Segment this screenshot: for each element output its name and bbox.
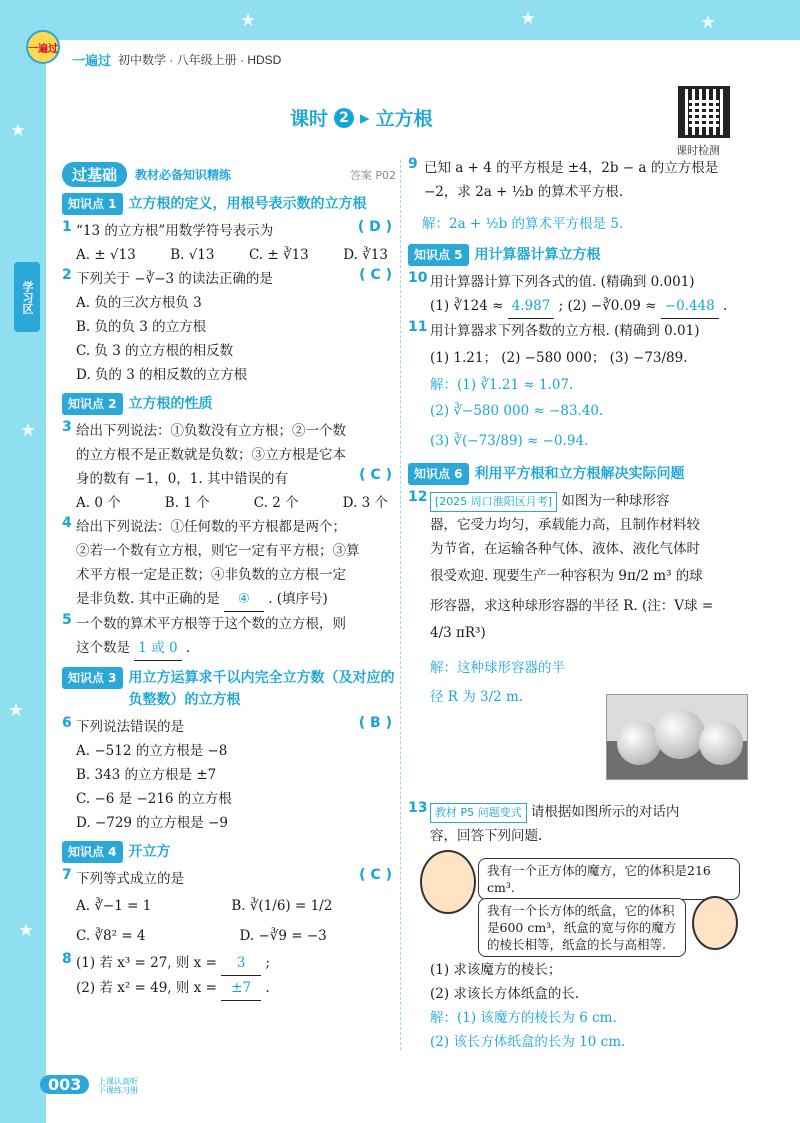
knowledge-point-3	[62, 667, 396, 711]
kp-title: 开立方	[128, 844, 171, 860]
option: D. −∛9 = −3	[239, 928, 327, 944]
fill-blank[interactable]: 3	[221, 951, 261, 976]
kp-title: 用计算器计算立方根	[474, 247, 601, 263]
text: .	[723, 298, 728, 314]
answer-choice: ( C )	[359, 867, 392, 883]
option: B. 343 的立方根是 ±7	[76, 767, 217, 783]
question-stem: 下列等式成立的是	[76, 871, 184, 887]
solution: 径 R 为 3/2 m.	[430, 689, 524, 705]
options-row	[62, 491, 396, 515]
question-line: (1) 求该魔方的棱长；	[430, 962, 562, 978]
solution: (2) ∛−580 000 ≈ −83.40.	[430, 403, 604, 419]
qr-code-icon[interactable]	[678, 86, 730, 138]
kp-title: 用立方运算求千以内完全立方数（及对应的负整数）的立方根	[128, 670, 395, 708]
text: . (填序号)	[268, 591, 328, 607]
question-line: (1) 1.21； (2) −580 000； (3) −73/89.	[430, 350, 688, 366]
question-number: 5	[62, 612, 72, 628]
knowledge-point-4	[62, 841, 396, 863]
question-number: 3	[62, 419, 72, 435]
speech-bubble-girl: 我有一个长方体的纸盒，它的体积是600 cm³，纸盒的宽与你的魔方的棱长相等，纸盒的长与高相等.	[478, 898, 686, 957]
spherical-tanks-photo	[606, 694, 748, 780]
option: C. −6 是 −216 的立方根	[76, 791, 232, 807]
text: (1) 若 x³ = 27, 则 x =	[76, 955, 217, 971]
option: D. 负的 3 的相反数的立方根	[76, 367, 248, 383]
question-8	[62, 951, 396, 1001]
option: D. 3 个	[342, 495, 388, 511]
question-number: 1	[62, 219, 72, 235]
option: C. 负 3 的立方根的相反数	[76, 343, 234, 359]
option: C. ∛8² = 4	[76, 928, 146, 944]
section-title: 过基础	[62, 162, 127, 187]
question-number: 13	[408, 800, 428, 816]
text: .	[185, 640, 191, 656]
question-2	[62, 267, 396, 291]
question-number: 2	[62, 267, 72, 283]
question-line	[430, 800, 748, 824]
fill-blank[interactable]: ④	[224, 587, 264, 612]
qr-label: 课时检测	[676, 144, 720, 157]
solution: 解：这种球形容器的半	[430, 660, 565, 676]
text: ; (2) −∛0.09 ≈	[558, 298, 657, 314]
lesson-number: 2	[334, 108, 354, 128]
question-13	[408, 800, 748, 848]
source-tag: [2025 周口淮阳区月考]	[430, 492, 557, 512]
question-line	[430, 294, 748, 319]
star-decoration: ★	[700, 12, 717, 33]
question-line: 容，回答下列问题.	[430, 828, 543, 844]
solution: 解：2a + ½b 的算术平方根是 5.	[422, 216, 624, 232]
section-subtitle: 教材必备知识精练	[135, 168, 232, 182]
question-line: 已知 a + 4 的平方根是 ±4，2b − a 的立方根是	[424, 160, 719, 176]
question-line: 给出下列说法：①负数没有立方根；②一个数	[76, 423, 346, 439]
text: 如图为一种球形容	[561, 493, 670, 509]
question-line: 器，它受力均匀，承载能力高，且制作材料较	[430, 517, 700, 533]
star-decoration: ★	[520, 8, 537, 29]
options-row	[62, 891, 396, 921]
logo: 一遍过	[26, 30, 60, 64]
left-column	[62, 160, 396, 1001]
fill-blank[interactable]: 4.987	[508, 294, 555, 319]
text: (1) ∛124 ≈	[430, 298, 504, 314]
title-prefix: 课时	[290, 108, 329, 130]
knowledge-point-1	[62, 193, 396, 215]
kp-tag: 知识点 2	[62, 393, 123, 415]
answer-choice: ( C )	[359, 267, 392, 283]
question-line: 术平方根一定是正数；④非负数的立方根一定	[76, 567, 346, 583]
text: (2) 若 x² = 49, 则 x =	[76, 980, 217, 996]
question-line: 身的数有 −1，0，1. 其中错误的有	[76, 471, 288, 487]
question-line	[76, 587, 396, 612]
option: A. −512 的立方根是 −8	[76, 743, 228, 759]
question-line	[76, 636, 396, 661]
question-line	[76, 976, 396, 1001]
option: D. −729 的立方根是 −9	[76, 815, 228, 831]
kp-tag: 知识点 1	[62, 193, 123, 215]
column-divider	[400, 160, 401, 1050]
answer-choice: ( C )	[359, 467, 392, 483]
question-number: 11	[408, 319, 428, 335]
fill-blank[interactable]: 1 或 0	[134, 636, 181, 661]
options-row	[62, 921, 396, 951]
question-line: 很受欢迎. 现要生产一种容积为 9π/2 m³ 的球	[430, 568, 703, 584]
question-9	[408, 156, 748, 204]
question-stem: 下列说法错误的是	[76, 719, 184, 735]
question-line	[430, 489, 748, 513]
page-number: 003	[40, 1075, 89, 1094]
question-line: 用计算器计算下列各式的值. (精确到 0.001)	[430, 274, 695, 290]
solution: (3) ∛(−73/89) ≈ −0.94.	[430, 433, 589, 449]
question-13-parts	[430, 958, 748, 1054]
text: 是非负数. 其中正确的是	[76, 591, 220, 607]
question-number: 6	[62, 715, 72, 731]
page-title	[290, 104, 433, 131]
option: A. 负的三次方根负 3	[76, 295, 202, 311]
boy-avatar	[420, 850, 476, 914]
option: B. ∛(1/6) = 1/2	[231, 898, 333, 914]
options-row	[62, 243, 396, 267]
option: B. 负的负 3 的立方根	[76, 319, 207, 335]
brand-name: 一遍过	[72, 53, 112, 68]
text: ;	[265, 955, 271, 971]
star-decoration: ★	[240, 10, 257, 31]
question-11	[408, 319, 748, 373]
text: .	[265, 980, 270, 996]
option: A. 0 个	[76, 495, 121, 511]
question-line: 为节省，在运输各种气体、液体、液化气体时	[430, 541, 700, 557]
question-number: 10	[408, 270, 428, 286]
question-line: ②若一个数有立方根，则它一定有平方根；③算	[76, 543, 360, 559]
question-number: 7	[62, 867, 72, 883]
question-12	[408, 489, 748, 645]
knowledge-point-2	[62, 393, 396, 415]
solution: (2) 该长方体纸盒的长为 10 cm.	[430, 1034, 626, 1050]
question-line: 的立方根不是正数就是负数；③立方根是它本	[76, 447, 346, 463]
knowledge-point-5	[408, 244, 748, 266]
option: C. 2 个	[253, 495, 299, 511]
text: 这个数是	[76, 640, 130, 656]
question-line: (2) 求该长方体纸盒的长.	[430, 986, 580, 1002]
option: B. √13	[170, 247, 215, 263]
kp-tag: 知识点 5	[408, 244, 469, 266]
star-decoration: ★	[18, 920, 35, 941]
kp-tag: 知识点 6	[408, 463, 469, 485]
kp-title: 立方根的定义，用根号表示数的立方根	[128, 196, 367, 212]
knowledge-point-6	[408, 463, 748, 485]
answer-reference[interactable]: 答案 P02	[349, 168, 396, 182]
question-3	[62, 419, 396, 491]
title-name: 立方根	[375, 108, 433, 130]
fill-blank[interactable]: ±7	[221, 976, 261, 1001]
answer-choice: ( B )	[358, 715, 392, 731]
right-column	[408, 156, 748, 711]
girl-avatar	[692, 896, 738, 950]
option: D. ∛13	[343, 247, 388, 263]
question-line: −2，求 2a + ½b 的算术平方根.	[424, 184, 624, 200]
question-line: 一个数的算术平方根等于这个数的立方根，则	[76, 616, 346, 632]
answer-choice: ( D )	[357, 219, 392, 235]
option: C. ± ∛13	[248, 247, 309, 263]
text: 请根据如图所示的对话内	[530, 804, 680, 820]
option: A. ∛−1 = 1	[76, 898, 152, 914]
question-7	[62, 867, 396, 891]
question-5	[62, 612, 396, 661]
footer-note: 上课认真听 下课练习册	[98, 1077, 138, 1095]
star-decoration: ★	[20, 420, 37, 441]
question-line: 用计算器求下列各数的立方根. (精确到 0.01)	[430, 323, 700, 339]
question-4	[62, 515, 396, 612]
side-tab[interactable]: 学习区	[14, 262, 40, 332]
question-1	[62, 219, 396, 243]
kp-title: 利用平方根和立方根解决实际问题	[474, 466, 685, 482]
star-decoration: ★	[8, 700, 25, 721]
question-number: 9	[408, 156, 418, 172]
arrow-icon: ▸	[360, 106, 370, 129]
breadcrumb: 初中数学 · 八年级上册 · HDSD	[118, 53, 282, 67]
kp-title: 立方根的性质	[128, 396, 213, 412]
solution: 解：(1) 该魔方的棱长为 6 cm.	[430, 1010, 617, 1026]
option: B. 1 个	[164, 495, 210, 511]
kp-tag: 知识点 3	[62, 667, 123, 689]
star-decoration: ★	[10, 120, 27, 141]
question-stem: “13 的立方根”用数学符号表示为	[76, 223, 274, 239]
question-number: 12	[408, 489, 428, 505]
fill-blank[interactable]: −0.448	[661, 294, 719, 319]
solution: 解：(1) ∛1.21 ≈ 1.07.	[430, 377, 574, 393]
section-header	[62, 162, 396, 187]
question-stem: 下列关于 −∛−3 的读法正确的是	[76, 271, 273, 287]
question-line: 形容器，求这种球形容器的半径 R. (注：V球 =	[430, 598, 714, 614]
question-line: 4/3 πR³)	[430, 625, 486, 641]
question-13-stem	[408, 800, 748, 848]
kp-tag: 知识点 4	[62, 841, 123, 863]
question-number: 4	[62, 515, 72, 531]
question-number: 8	[62, 951, 72, 967]
option: A. ± √13	[76, 247, 136, 263]
source-tag: 教材 P5 问题变式	[430, 803, 527, 823]
question-line: 给出下列说法：①任何数的平方根都是两个；	[76, 519, 346, 535]
question-10	[408, 270, 748, 319]
question-line	[76, 951, 396, 976]
speech-bubble-boy: 我有一个正方体的魔方，它的体积是216 cm³.	[478, 858, 740, 900]
question-6	[62, 715, 396, 739]
